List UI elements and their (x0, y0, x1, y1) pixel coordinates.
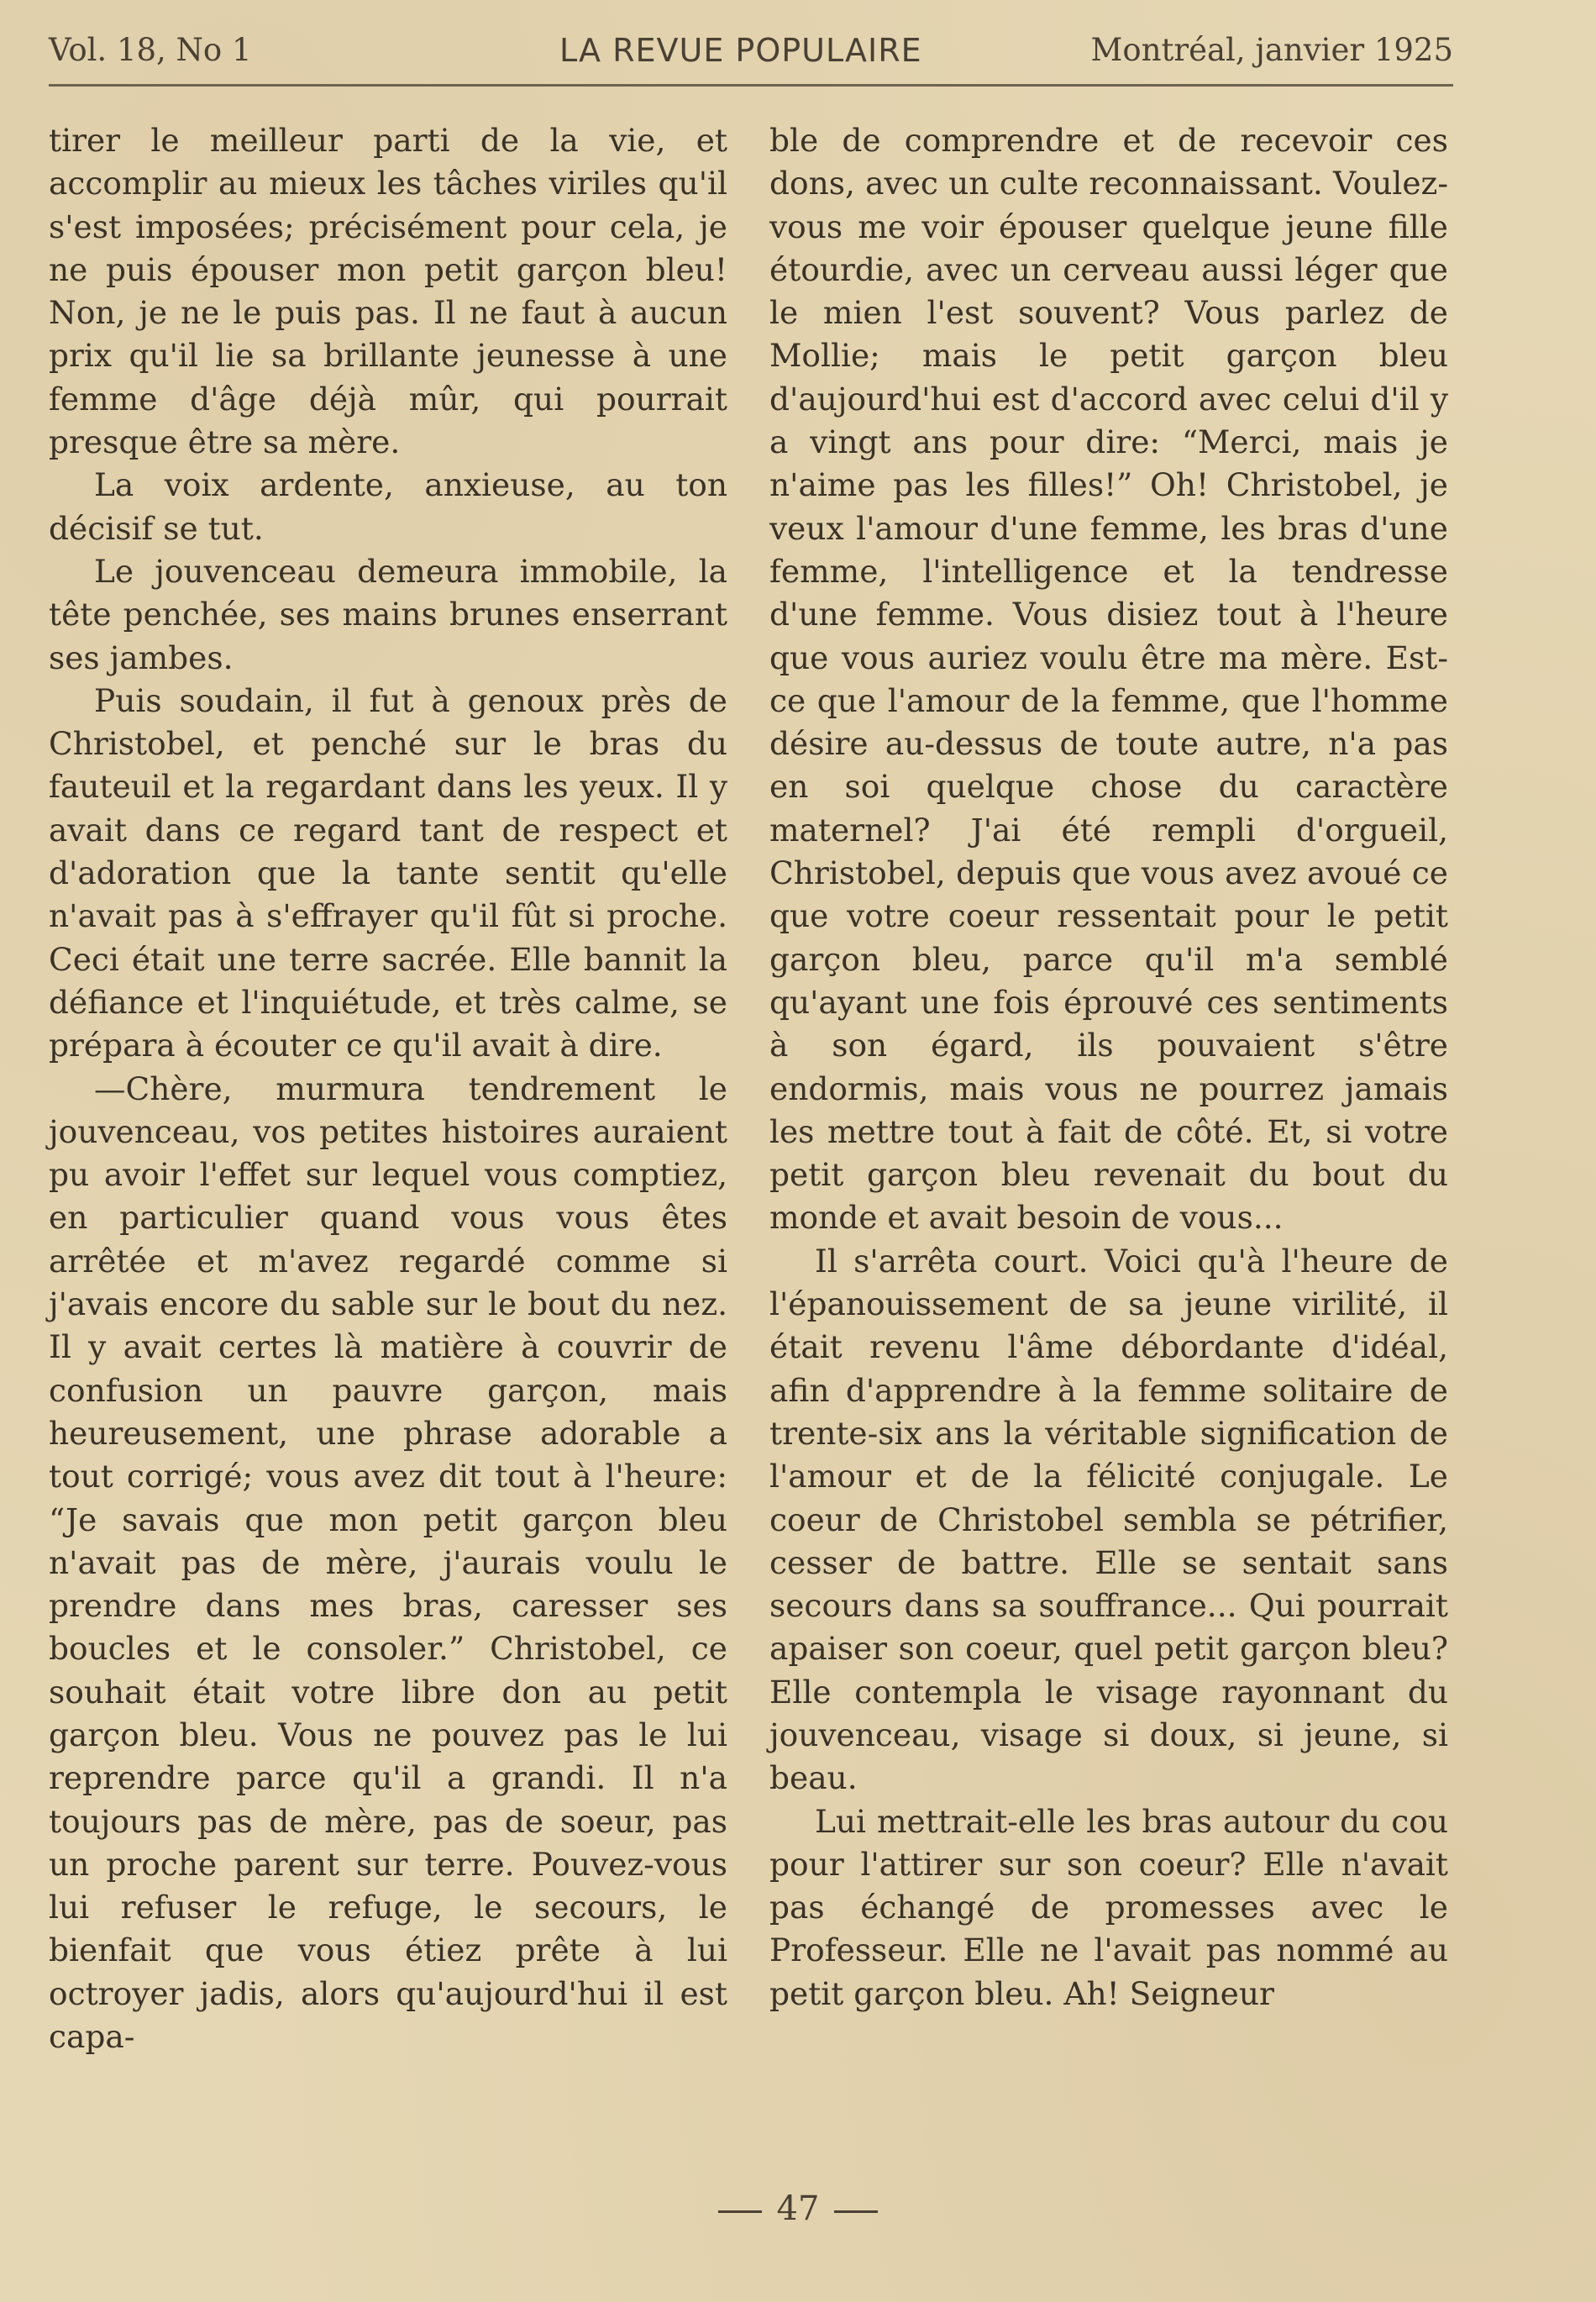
footer-dash (834, 2210, 878, 2213)
paragraph: La voix ardente, anxieuse, au ton décisif se tut. (49, 466, 727, 547)
issue-date: Montréal, janvier 1925 (1090, 32, 1453, 68)
page-footer (0, 2189, 1596, 2228)
page-number: 47 (776, 2189, 820, 2228)
paragraph: ble de comprendre et de recevoir ces dons, avec un culte reconnaissant. Voulez-vous me voir épouser quelque jeune fille étourdie, avec un cerveau aussi léger que le mien l'est souvent? Vous parlez de Mollie; mais le petit garçon bleu d'aujourd'hui est d'accord avec celui d'il y a vingt ans pour dire: “Merci, mais je n'aime pas les filles!” Oh! Christobel, je veux l'amour d'une femme, les bras d'une femme, l'intelligence et la tendresse d'une femme. Vous disiez tout à l'heure que vous auriez voulu être ma mère. Est-ce que l'amour de la femme, que l'homme désire au-dessus de toute autre, n'a pas en soi quelque chose du caractère maternel? J'ai été rempli d'orgueil, Christobel, depuis que vous avez avoué ce que votre coeur ressentait pour le petit garçon bleu, parce qu'il m'a semblé qu'ayant une fois éprouvé ces sentiments à son égard, ils pouvaient s'être endormis, mais vous ne pourrez jamais les mettre tout à fait de côté. Et, si votre petit garçon bleu revenait du bout du monde et avait besoin de vous... (769, 122, 1448, 1237)
paragraph: Il s'arrêta court. Voici qu'à l'heure de l'épanouissement de sa jeune virilité, il était revenu l'âme débordante d'idéal, afin d'apprendre à la femme solitaire de trente-six ans la véritable signification de l'amour et de la félicité conjugale. Le coeur de Christobel sembla se pétrifier, cesser de battre. Elle se sentait sans secours dans sa souffrance... Qui pourrait apaiser son coeur, quel petit garçon bleu? Elle contempla le visage rayonnant du jouvenceau, visage si doux, si jeune, si beau. (769, 1242, 1448, 1797)
footer-dash (718, 2210, 762, 2213)
header-divider (49, 84, 1453, 87)
paragraph: Lui mettrait-elle les bras autour du cou pour l'attirer sur son coeur? Elle n'avait pas échangé de promesses avec le Professeur. Elle ne l'avait pas nommé au petit garçon bleu. Ah! Seigneur (769, 1802, 1448, 2012)
right-column (769, 119, 1448, 2016)
paragraph: Puis soudain, il fut à genoux près de Christobel, et penché sur le bras du fauteuil et la regardant dans les yeux. Il y avait dans ce regard tant de respect et d'adoration que la tante sentit qu'elle n'avait pas à s'effrayer qu'il fût si proche. Ceci était une terre sacrée. Elle bannit la défiance et l'inquiétude, et très calme, se prépara à écouter ce qu'il avait à dire. (49, 681, 727, 1064)
paragraph: —Chère, murmura tendrement le jouvenceau, vos petites histoires auraient pu avoir l'effet sur lequel vous comptiez, en particulier quand vous vous êtes arrêtée et m'avez regardé comme si j'avais encore du sable sur le bout du nez. Il y avait certes là matière à couvrir de confusion un pauvre garçon, mais heureusement, une phrase adorable a tout corrigé; vous avez dit tout à l'heure: “Je savais que mon petit garçon bleu n'avait pas de mère, j'aurais voulu le prendre dans mes bras, caresser ses boucles et le consoler.” Christobel, ce souhait était votre libre don au petit garçon bleu. Vous ne pouvez pas le lui reprendre parce qu'il a grandi. Il n'a toujours pas de mère, pas de soeur, pas un proche parent sur terre. Pouvez-vous lui refuser le refuge, le secours, le bienfait que vous étiez prête à lui octroyer jadis, alors qu'aujourd'hui il est capa- (49, 1070, 727, 2056)
paragraph: Le jouvenceau demeura immobile, la tête penchée, ses mains brunes enserrant ses jambes. (49, 552, 727, 676)
volume-label: Vol. 18, No 1 (49, 32, 252, 68)
paragraph: tirer le meilleur parti de la vie, et accomplir au mieux les tâches viriles qu'il s'est imposées; précisément pour cela, je ne puis épouser mon petit garçon bleu! Non, je ne le puis pas. Il ne faut à aucun prix qu'il lie sa brillante jeunesse à une femme d'âge déjà mûr, qui pourrait presque être sa mère. (49, 122, 727, 461)
magazine-title: LA REVUE POPULAIRE (559, 32, 922, 69)
left-column (49, 119, 727, 2058)
page-header (49, 32, 1453, 79)
